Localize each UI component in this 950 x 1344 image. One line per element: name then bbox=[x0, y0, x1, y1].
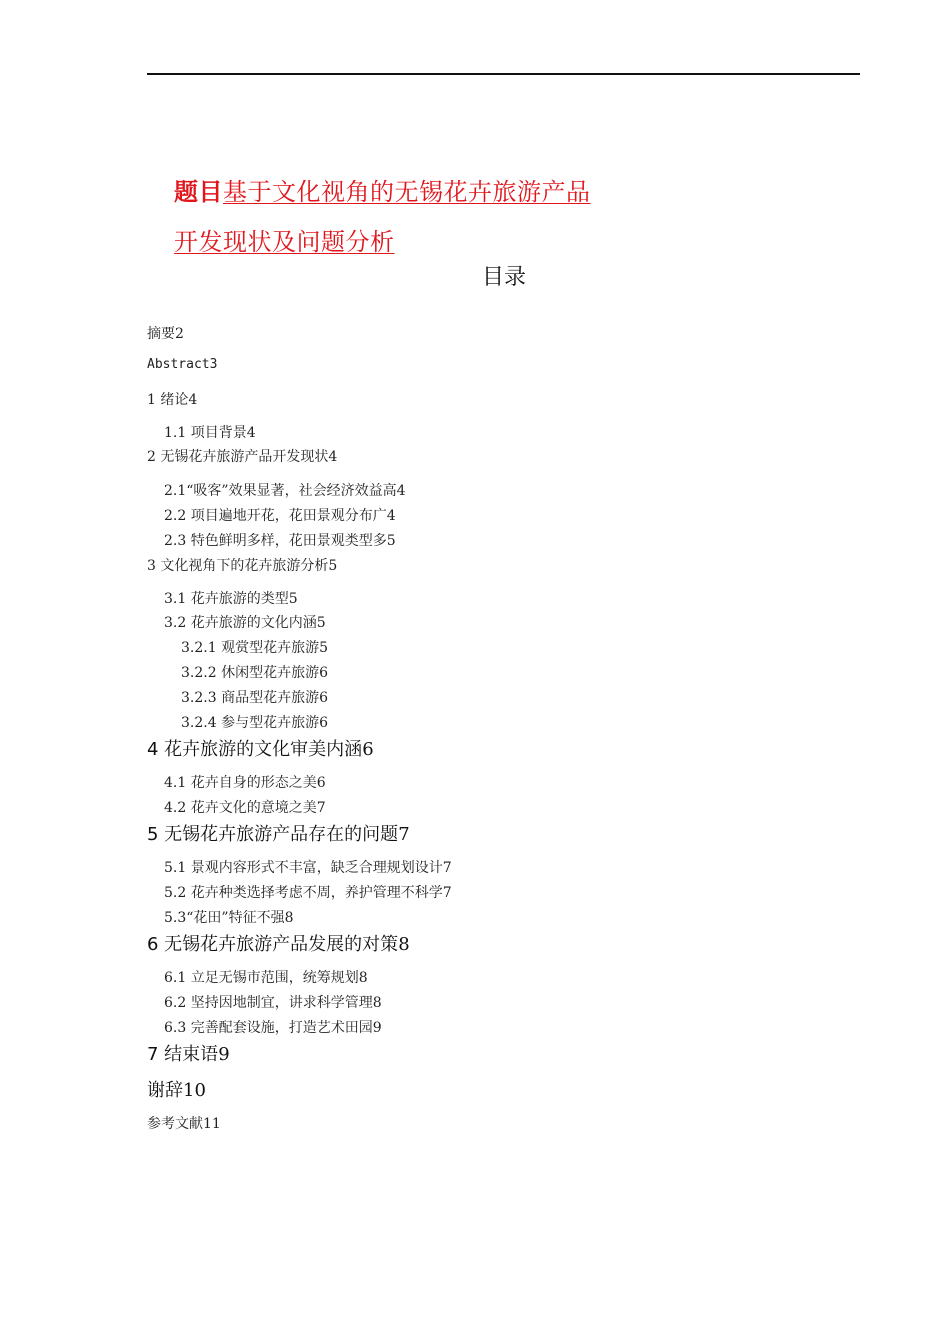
toc-entry-chapter-5[interactable]: 5 无锡花卉旅游产品存在的问题7 bbox=[147, 824, 410, 845]
toc-entry-5-1[interactable]: 5.1 景观内容形式不丰富，缺乏合理规划设计7 bbox=[164, 860, 452, 876]
toc-entry-6-1[interactable]: 6.1 立足无锡市范围，统筹规划8 bbox=[164, 970, 368, 986]
header-rule bbox=[147, 73, 860, 75]
thesis-title-line-2 bbox=[174, 222, 395, 257]
toc-entry-references[interactable]: 参考文献11 bbox=[147, 1116, 221, 1132]
toc-entry-abstract-en[interactable]: Abstract3 bbox=[147, 357, 218, 372]
toc-entry-3-1[interactable]: 3.1 花卉旅游的类型5 bbox=[164, 591, 298, 607]
toc-entry-2-3[interactable]: 2.3 特色鲜明多样，花田景观类型多5 bbox=[164, 533, 396, 549]
toc-entry-1-1[interactable]: 1.1 项目背景4 bbox=[164, 425, 256, 441]
toc-heading: 目录 bbox=[481, 265, 526, 290]
title-label: 题目 bbox=[174, 178, 223, 206]
toc-entry-6-2[interactable]: 6.2 坚持因地制宜，讲求科学管理8 bbox=[164, 995, 382, 1011]
toc-entry-chapter-1[interactable]: 1 绪论4 bbox=[147, 392, 198, 408]
toc-entry-4-1[interactable]: 4.1 花卉自身的形态之美6 bbox=[164, 775, 326, 791]
title-text-line-2: 开发现状及问题分析 bbox=[174, 228, 395, 256]
toc-entry-chapter-2[interactable]: 2 无锡花卉旅游产品开发现状4 bbox=[147, 449, 338, 465]
toc-entry-5-2[interactable]: 5.2 花卉种类选择考虑不周，养护管理不科学7 bbox=[164, 885, 452, 901]
toc-entry-4-2[interactable]: 4.2 花卉文化的意境之美7 bbox=[164, 800, 326, 816]
toc-entry-acknowledgements[interactable]: 谢辞10 bbox=[147, 1080, 206, 1101]
toc-entry-2-2[interactable]: 2.2 项目遍地开花，花田景观分布广4 bbox=[164, 508, 396, 524]
toc-entry-2-1[interactable]: 2.1“吸客”效果显著，社会经济效益高4 bbox=[164, 483, 406, 499]
toc-entry-3-2-4[interactable]: 3.2.4 参与型花卉旅游6 bbox=[181, 715, 328, 731]
toc-entry-5-3[interactable]: 5.3“花田”特征不强8 bbox=[164, 910, 294, 926]
toc-entry-chapter-4[interactable]: 4 花卉旅游的文化审美内涵6 bbox=[147, 739, 374, 760]
toc-entry-3-2-3[interactable]: 3.2.3 商品型花卉旅游6 bbox=[181, 690, 328, 706]
toc-entry-chapter-3[interactable]: 3 文化视角下的花卉旅游分析5 bbox=[147, 558, 338, 574]
toc-entry-abstract-cn[interactable]: 摘要2 bbox=[147, 326, 184, 342]
toc-entry-3-2[interactable]: 3.2 花卉旅游的文化内涵5 bbox=[164, 615, 326, 631]
toc-entry-3-2-2[interactable]: 3.2.2 休闲型花卉旅游6 bbox=[181, 665, 328, 681]
toc-entry-6-3[interactable]: 6.3 完善配套设施，打造艺术田园9 bbox=[164, 1020, 382, 1036]
toc-entry-chapter-6[interactable]: 6 无锡花卉旅游产品发展的对策8 bbox=[147, 934, 410, 955]
toc-entry-chapter-7[interactable]: 7 结束语9 bbox=[147, 1044, 230, 1065]
thesis-title-line-1 bbox=[174, 172, 591, 207]
toc-entry-3-2-1[interactable]: 3.2.1 观赏型花卉旅游5 bbox=[181, 640, 328, 656]
title-text-line-1: 基于文化视角的无锡花卉旅游产品 bbox=[223, 178, 591, 206]
